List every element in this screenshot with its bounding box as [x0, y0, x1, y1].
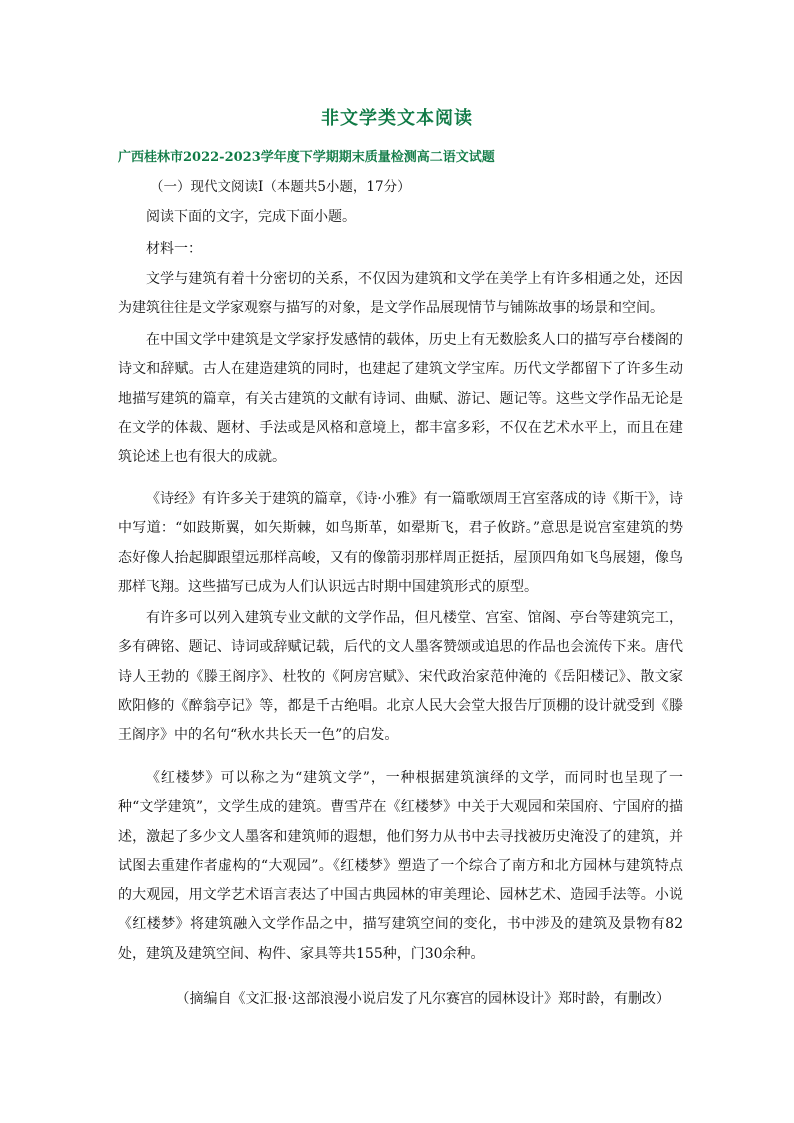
paragraph-2: 在中国文学中建筑是文学家抒发感情的载体，历史上有无数脍炙人口的描写亭台楼阁的诗文和辞赋。古人在建造建筑的同时，也建起了建筑文学宝库。历代文学都留下了许多生动地描写建筑的篇章，有关古建筑的文献有诗词、曲赋、游记、题记等。这些文学作品无论是在文学的体裁、题材、手法或是风格和意境上，都丰富多彩，不仅在艺术水平上，而且在建筑论述上也有很大的成就。 — [118, 332, 683, 466]
source-citation: （摘编自《文汇报·这部浪漫小说启发了凡尔赛宫的园林设计》郑时龄，有删改） — [175, 991, 670, 1007]
paragraph-4: 有许多可以列入建筑专业文献的文学作品，但凡楼堂、宫室、馆阁、亭台等建筑完工，多有碑铭、题记、诗词或辞赋记载，后代的文人墨客赞颂或追思的作品也会流传下来。唐代诗人王勃的《滕王阁序》、杜牧的《阿房宫赋》、宋代政治家范仲淹的《岳阳楼记》、散文家欧阳修的《醉翁亭记》等，都是千古绝唱。北京人民大会堂大报告厅顶棚的设计就受到《滕王阁序》中的名句“秋水共长天一色”的启发。 — [118, 610, 683, 744]
section-heading: （一）现代文阅读Ⅰ（本题共5小题，17分） — [150, 179, 411, 195]
material-label: 材料一： — [146, 241, 202, 257]
paragraph-1: 文学与建筑有着十分密切的关系，不仅因为建筑和文学在美学上有许多相通之处，还因为建筑往往是文学家观察与描写的对象，是文学作品展现情节与铺陈故事的场景和空间。 — [118, 271, 683, 317]
page-title: 非文学类文本阅读 — [321, 108, 473, 129]
paragraph-3: 《诗经》有许多关于建筑的篇章，《诗·小雅》有一篇歌颂周王宫室落成的诗《斯干》，诗中写道：“如跂斯翼，如矢斯棘，如鸟斯革，如翚斯飞，君子攸跻。”意思是说宫室建筑的势态好像人抬起脚跟望远那样高峻，又有的像箭羽那样周正挺括，屋顶四角如飞鸟展翅，像鸟那样飞翔。这些描写已成为人们认识远古时期中国建筑形式的原型。 — [118, 491, 683, 595]
exam-subtitle: 广西桂林市2022-2023学年度下学期期末质量检测高二语文试题 — [118, 150, 495, 165]
paragraph-5: 《红楼梦》可以称之为“建筑文学”，一种根据建筑演绎的文学，而同时也呈现了一种“文学建筑”，文学生成的建筑。曹雪芹在《红楼梦》中关于大观园和荣国府、宁国府的描述，激起了多少文人墨客和建筑师的遐想，他们努力从书中去寻找被历史淹没了的建筑，并试图去重建作者虚构的“大观园”。《红楼梦》塑造了一个综合了南方和北方园林与建筑特点的大观园，用文学艺术语言表达了中国古典园林的审美理论、园林艺术、造园手法等。小说《红楼梦》将建筑融入文学作品之中，描写建筑空间的变化，书中涉及的建筑及景物有82处，建筑及建筑空间、构件、家具等共155种，门30余种。 — [118, 770, 683, 962]
instruction-text: 阅读下面的文字，完成下面小题。 — [146, 209, 356, 225]
